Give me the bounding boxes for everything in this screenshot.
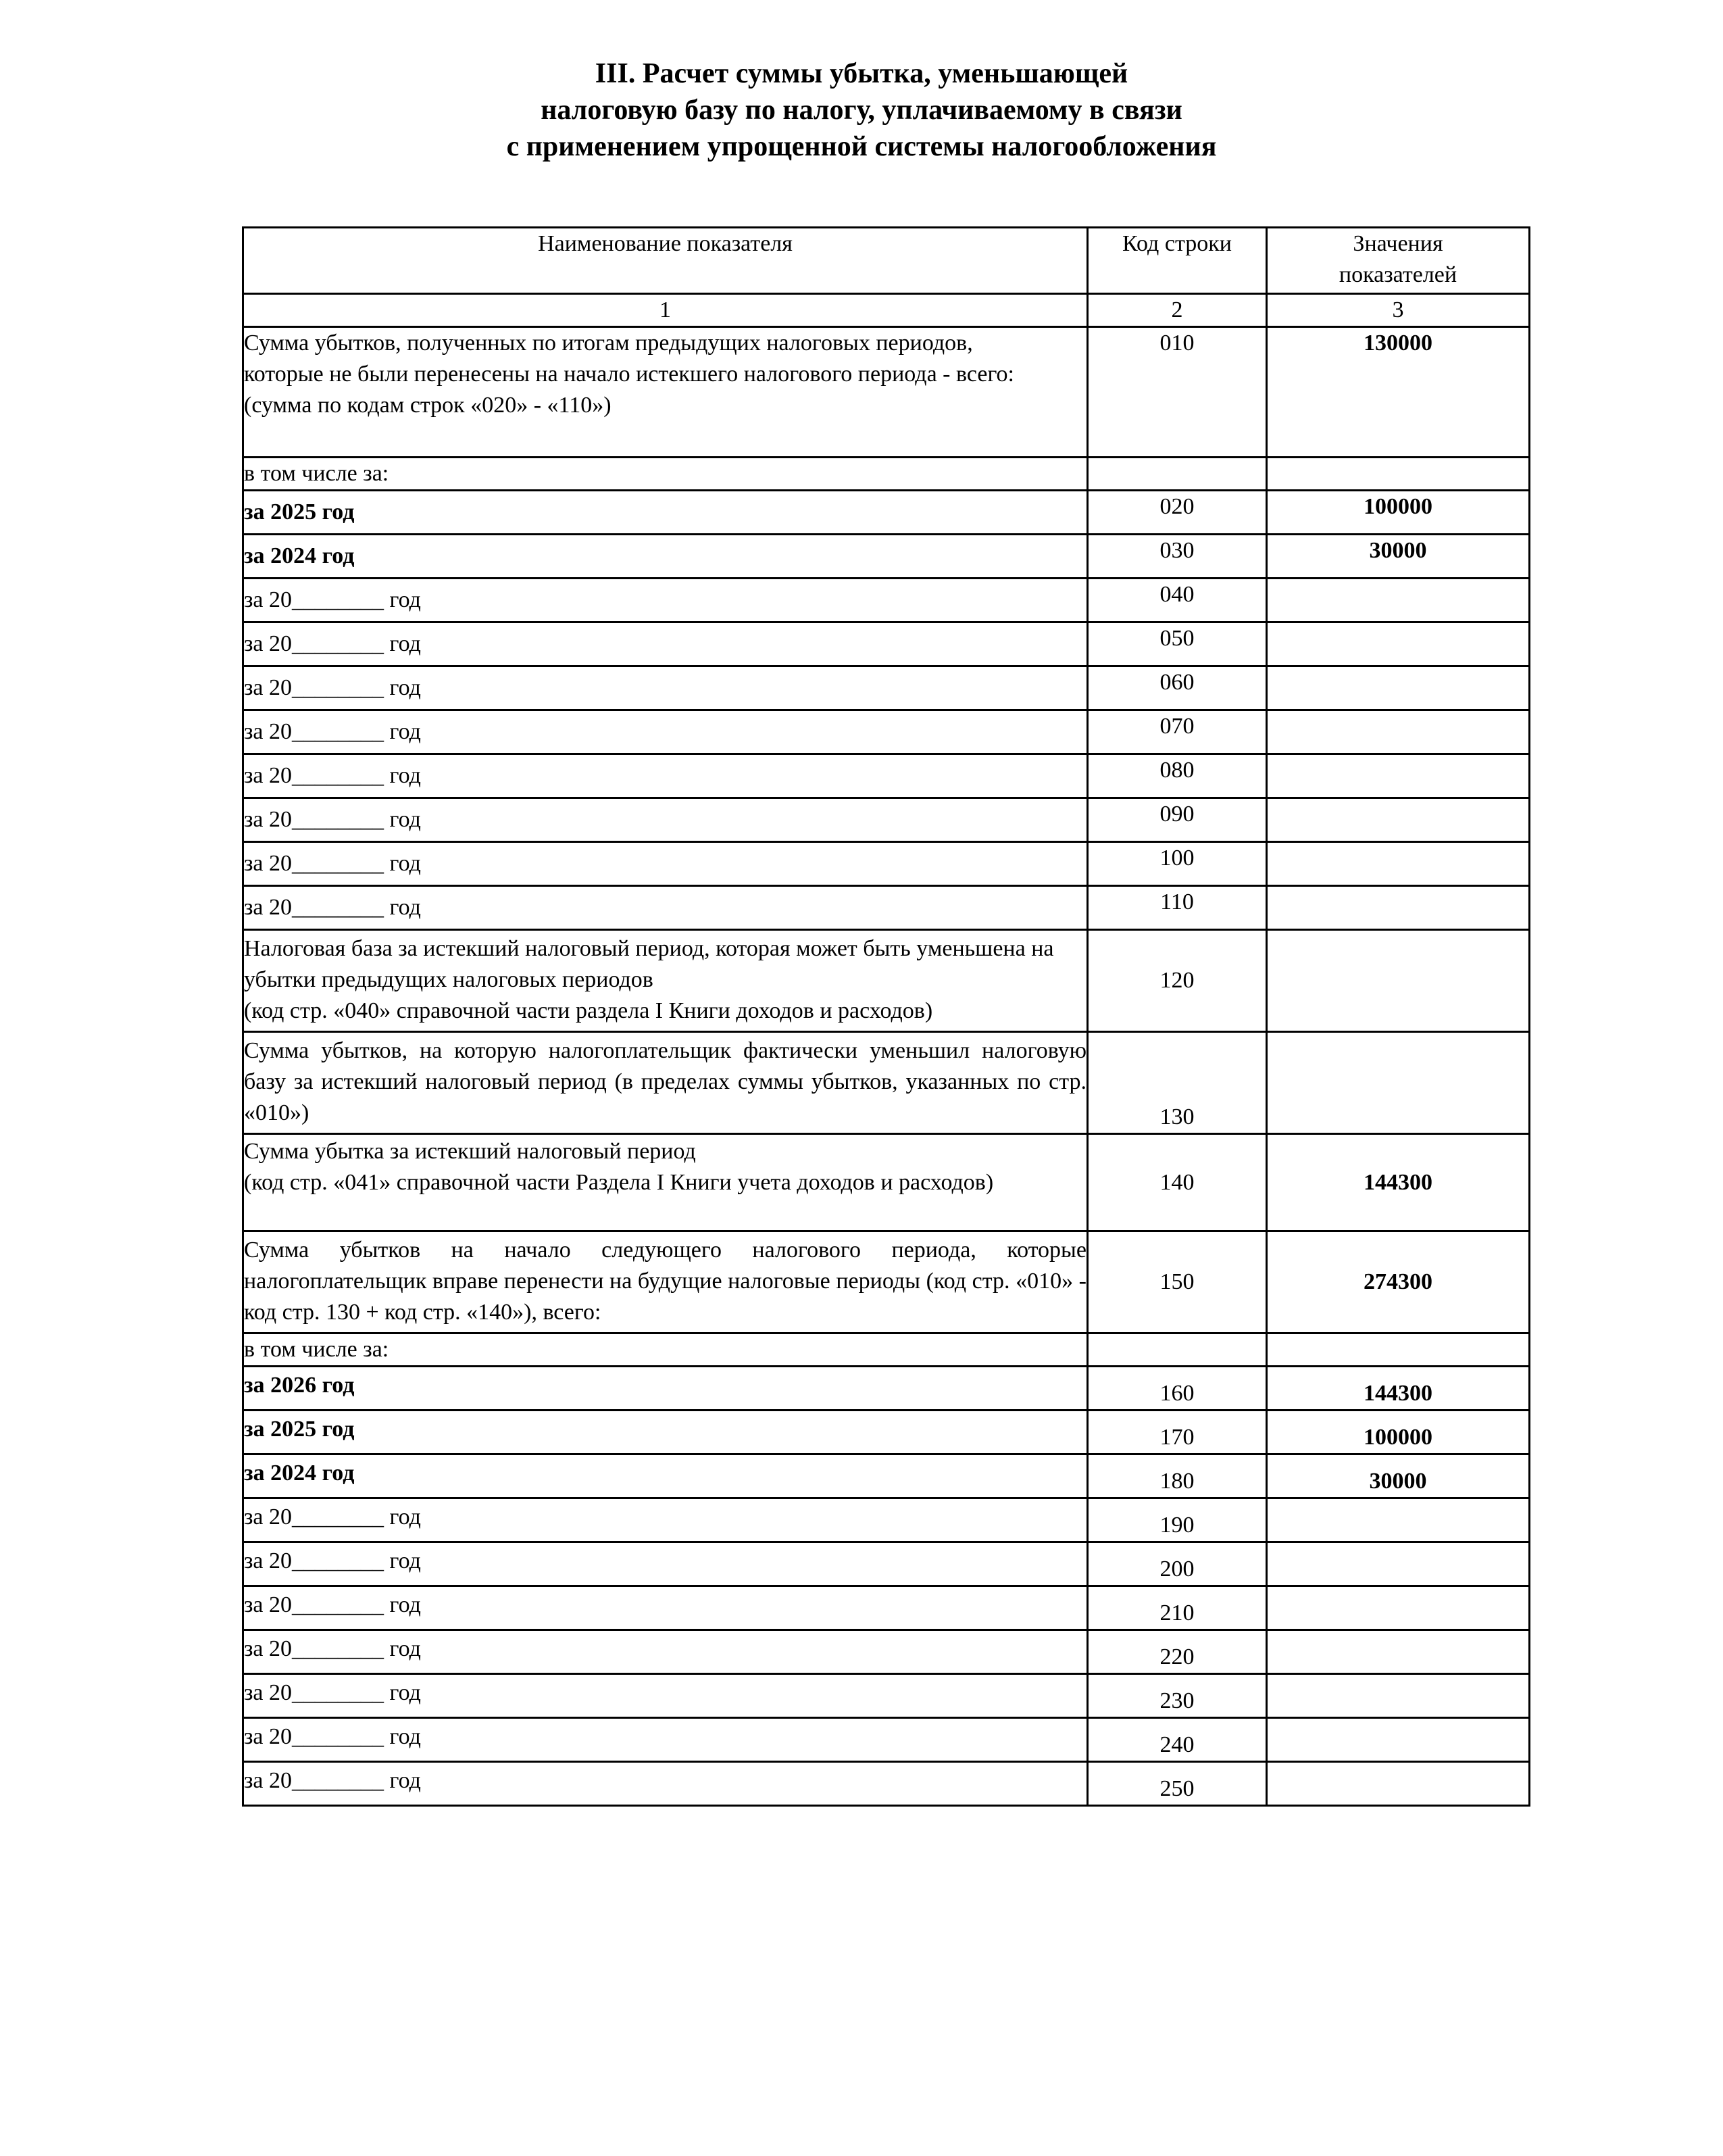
table-header-row <box>243 228 1530 294</box>
row-040-name: за 20________ год <box>243 579 1088 622</box>
row-120-note: (код стр. «040» справочной части раздела I Книги доходов и расходов) <box>244 998 933 1023</box>
row-060-code: 060 <box>1088 666 1267 710</box>
table-row-090 <box>243 798 1530 842</box>
row-150-value: 274300 <box>1267 1231 1530 1333</box>
row-080-code: 080 <box>1088 754 1267 798</box>
row-030-value: 30000 <box>1267 535 1530 579</box>
row-including-2-name: в том числе за: <box>243 1333 1088 1367</box>
row-200-name: за 20________ год <box>243 1542 1088 1586</box>
row-160-name: за 2026 год <box>243 1367 1088 1411</box>
row-including-1-value <box>1267 458 1530 491</box>
row-060-name: за 20________ год <box>243 666 1088 710</box>
row-140-code: 140 <box>1088 1134 1267 1231</box>
table-row-including-1 <box>243 458 1530 491</box>
loss-calculation-table <box>242 226 1530 1807</box>
row-050-code: 050 <box>1088 622 1267 666</box>
row-010-code: 010 <box>1088 327 1267 458</box>
row-240-name: за 20________ год <box>243 1718 1088 1762</box>
row-080-value <box>1267 754 1530 798</box>
table-row-160 <box>243 1367 1530 1411</box>
column-numbers-row <box>243 294 1530 327</box>
table-row-170 <box>243 1411 1530 1454</box>
row-210-code: 210 <box>1088 1586 1267 1630</box>
table-row-020 <box>243 491 1530 535</box>
row-including-2-code <box>1088 1333 1267 1367</box>
row-140-note: (код стр. «041» справочной части Раздела I Книги учета доходов и расходов) <box>244 1170 994 1195</box>
table-row-070 <box>243 710 1530 754</box>
row-120-code: 120 <box>1088 930 1267 1032</box>
column-number-1: 1 <box>243 294 1088 327</box>
row-220-name: за 20________ год <box>243 1630 1088 1674</box>
row-030-code: 030 <box>1088 535 1267 579</box>
table-row-110 <box>243 886 1530 930</box>
table-row-140 <box>243 1134 1530 1231</box>
row-200-value <box>1267 1542 1530 1586</box>
table-row-080 <box>243 754 1530 798</box>
row-050-name: за 20________ год <box>243 622 1088 666</box>
row-020-name: за 2025 год <box>243 491 1088 535</box>
row-050-value <box>1267 622 1530 666</box>
row-240-code: 240 <box>1088 1718 1267 1762</box>
row-090-value <box>1267 798 1530 842</box>
table-row-030 <box>243 535 1530 579</box>
row-090-code: 090 <box>1088 798 1267 842</box>
row-180-code: 180 <box>1088 1454 1267 1498</box>
row-including-1-name: в том числе за: <box>243 458 1088 491</box>
row-130-value <box>1267 1032 1530 1134</box>
row-250-value <box>1267 1762 1530 1806</box>
row-170-value: 100000 <box>1267 1411 1530 1454</box>
table-row-100 <box>243 842 1530 886</box>
row-220-value <box>1267 1630 1530 1674</box>
header-indicator-values: Значения показателей <box>1267 228 1530 294</box>
table-row-210 <box>243 1586 1530 1630</box>
row-190-code: 190 <box>1088 1498 1267 1542</box>
row-250-name: за 20________ год <box>243 1762 1088 1806</box>
section-title <box>0 55 1723 165</box>
row-170-name: за 2025 год <box>243 1411 1088 1454</box>
row-110-name: за 20________ год <box>243 886 1088 930</box>
row-090-name: за 20________ год <box>243 798 1088 842</box>
table-row-050 <box>243 622 1530 666</box>
row-250-code: 250 <box>1088 1762 1267 1806</box>
row-230-name: за 20________ год <box>243 1674 1088 1718</box>
row-020-code: 020 <box>1088 491 1267 535</box>
row-030-name: за 2024 год <box>243 535 1088 579</box>
table-row-250 <box>243 1762 1530 1806</box>
table-row-240 <box>243 1718 1530 1762</box>
table-row-190 <box>243 1498 1530 1542</box>
row-110-code: 110 <box>1088 886 1267 930</box>
row-080-name: за 20________ год <box>243 754 1088 798</box>
row-100-name: за 20________ год <box>243 842 1088 886</box>
row-010-name: Сумма убытков, полученных по итогам предыдущих налоговых периодов, которые не были перенесены на начало истекшего налогового периода - всего: <box>244 330 1014 387</box>
row-110-value <box>1267 886 1530 930</box>
row-240-value <box>1267 1718 1530 1762</box>
table-row-130 <box>243 1032 1530 1134</box>
table-row-220 <box>243 1630 1530 1674</box>
row-070-name: за 20________ год <box>243 710 1088 754</box>
table-row-150 <box>243 1231 1530 1333</box>
row-140-name: Сумма убытка за истекший налоговый период <box>244 1139 696 1164</box>
table-row-120 <box>243 930 1530 1032</box>
row-180-name: за 2024 год <box>243 1454 1088 1498</box>
row-120-name: Налоговая база за истекший налоговый период, которая может быть уменьшена на убытки предыдущих налоговых периодов <box>244 936 1054 992</box>
table-row-180 <box>243 1454 1530 1498</box>
row-040-code: 040 <box>1088 579 1267 622</box>
table-row-010 <box>243 327 1530 458</box>
row-190-name: за 20________ год <box>243 1498 1088 1542</box>
header-line-code: Код строки <box>1088 228 1267 294</box>
column-number-3: 3 <box>1267 294 1530 327</box>
row-100-value <box>1267 842 1530 886</box>
section-title-line-2: налоговую базу по налогу, уплачиваемому в связи <box>541 95 1182 126</box>
row-170-code: 170 <box>1088 1411 1267 1454</box>
row-070-value <box>1267 710 1530 754</box>
column-number-2: 2 <box>1088 294 1267 327</box>
row-020-value: 100000 <box>1267 491 1530 535</box>
row-130-code: 130 <box>1088 1032 1267 1134</box>
header-indicator-name: Наименование показателя <box>243 228 1088 294</box>
table-row-200 <box>243 1542 1530 1586</box>
row-070-code: 070 <box>1088 710 1267 754</box>
row-230-code: 230 <box>1088 1674 1267 1718</box>
row-210-value <box>1267 1586 1530 1630</box>
row-010-value: 130000 <box>1267 327 1530 458</box>
row-160-value: 144300 <box>1267 1367 1530 1411</box>
row-including-2-value <box>1267 1333 1530 1367</box>
row-060-value <box>1267 666 1530 710</box>
row-160-code: 160 <box>1088 1367 1267 1411</box>
row-150-name: Сумма убытков на начало следующего налогового периода, которые налогоплательщик вправе перенести на будущие налоговые периоды (код стр. «010» - код стр. 130 + код стр. «140»), всего: <box>243 1231 1088 1333</box>
row-200-code: 200 <box>1088 1542 1267 1586</box>
row-including-1-code <box>1088 458 1267 491</box>
row-120-value <box>1267 930 1530 1032</box>
section-title-line-1: III. Расчет суммы убытка, уменьшающей <box>595 58 1128 89</box>
table-row-060 <box>243 666 1530 710</box>
row-190-value <box>1267 1498 1530 1542</box>
table-row-including-2 <box>243 1333 1530 1367</box>
row-100-code: 100 <box>1088 842 1267 886</box>
row-210-name: за 20________ год <box>243 1586 1088 1630</box>
row-130-name: Сумма убытков, на которую налогоплательщик фактически уменьшил налоговую базу за истекший налоговый период (в пределах суммы убытков, указанных по стр. «010») <box>243 1032 1088 1134</box>
row-010-note: (сумма по кодам строк «020» - «110») <box>244 393 611 418</box>
section-title-line-3: с применением упрощенной системы налогообложения <box>506 131 1217 162</box>
row-140-value: 144300 <box>1267 1134 1530 1231</box>
row-040-value <box>1267 579 1530 622</box>
row-230-value <box>1267 1674 1530 1718</box>
table-row-230 <box>243 1674 1530 1718</box>
row-220-code: 220 <box>1088 1630 1267 1674</box>
row-180-value: 30000 <box>1267 1454 1530 1498</box>
table-row-040 <box>243 579 1530 622</box>
row-150-code: 150 <box>1088 1231 1267 1333</box>
